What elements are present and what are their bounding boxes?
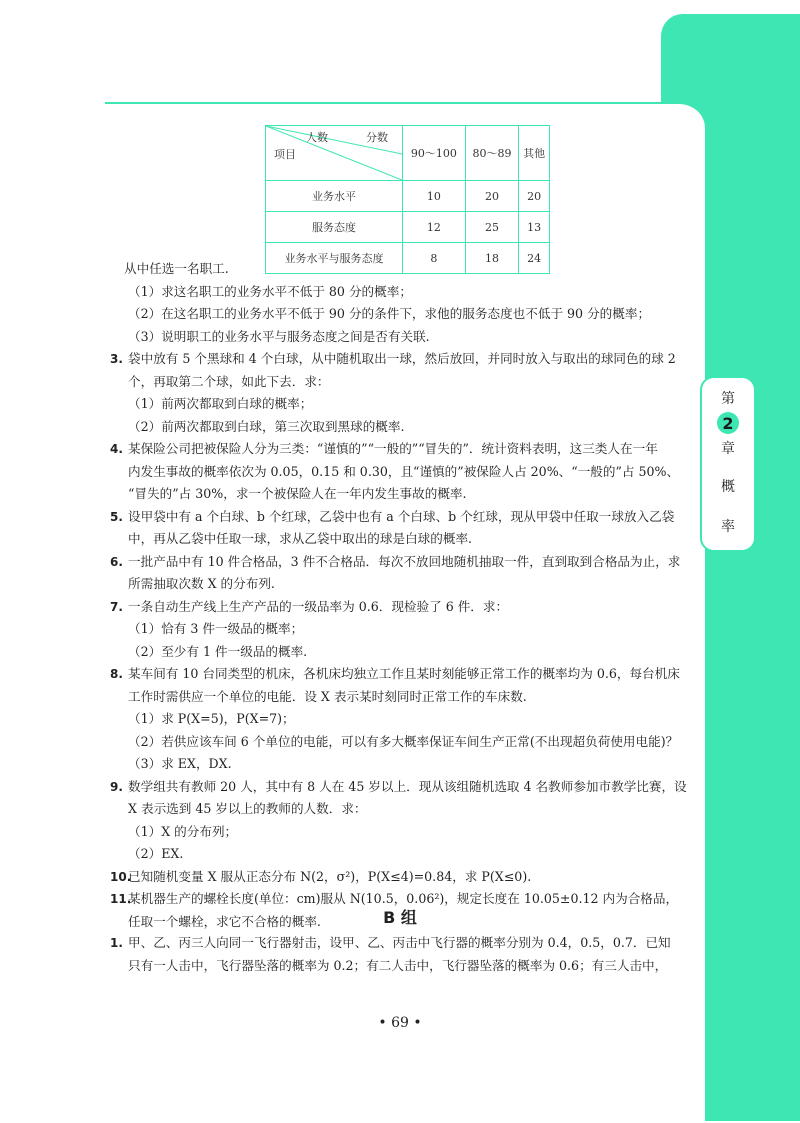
question-number: 4.	[110, 442, 123, 456]
questions-container	[110, 348, 695, 933]
question-line: 一批产品中有 10 件合格品，3 件不合格品．每次不放回地随机抽取一件，直到取到合格品为止，求	[128, 553, 681, 569]
column-header: 90～100	[403, 126, 466, 181]
question-intro: 从中任选一名职工.	[124, 261, 229, 276]
table-cell: 13	[519, 212, 550, 243]
question-number: 8.	[110, 667, 123, 681]
section-b-content	[110, 932, 695, 977]
question-item	[110, 932, 695, 977]
sub-question: （2）在这名职工的业务水平不低于 90 分的条件下，求他的服务态度也不低于 90 分的概率；	[128, 306, 651, 321]
header-score-label: 分数	[366, 131, 388, 144]
question-body	[128, 438, 695, 506]
chapter-tab-label: 第	[721, 391, 735, 407]
table-cell: 12	[403, 212, 466, 243]
question-number: 3.	[110, 352, 123, 366]
table-row	[266, 181, 550, 212]
exercise-list	[110, 258, 695, 933]
question-line: 某保险公司把被保险人分为三类：“谨慎的”“一般的”“冒失的”．统计资料表明，这三类人在一年	[128, 441, 658, 456]
chapter-title-char: 概	[721, 479, 735, 495]
row-label: 服务态度	[266, 212, 403, 243]
question-line: 任取一个螺栓，求它不合格的概率.	[128, 913, 321, 929]
question-item	[110, 776, 695, 821]
question-number: 6.	[110, 554, 123, 569]
question-item	[110, 866, 695, 889]
table-cell: 24	[519, 243, 550, 274]
question-body	[128, 596, 695, 619]
table-cell: 20	[465, 181, 518, 212]
chapter-title-char: 率	[721, 519, 735, 535]
question-body	[128, 866, 695, 889]
question-line: “冒失的”占 30%，求一个被保险人在一年内发生事故的概率.	[128, 486, 467, 501]
question-number: 5.	[110, 509, 123, 524]
table-row	[266, 212, 550, 243]
sub-question: （1）X 的分布列；	[128, 823, 238, 839]
page-number: • 69 •	[378, 1015, 422, 1031]
header-count-label: 人数	[306, 131, 328, 144]
question-line: 设甲袋中有 a 个白球、b 个红球，乙袋中也有 a 个白球、b 个红球，现从甲袋中任取一球放入乙袋	[128, 508, 675, 524]
question-line: 只有一人击中，飞行器坠落的概率为 0.2；有二人击中，飞行器坠落的概率为 0.6；有三人击中，	[128, 957, 668, 973]
question-item	[110, 596, 695, 619]
sub-question: （1）恰有 3 件一级品的概率；	[128, 621, 304, 636]
question-line: 数学组共有教师 20 人，其中有 8 人在 45 岁以上．现从该组随机选取 4 名教师参加市教学比赛，设	[128, 778, 687, 794]
question-line: 甲、乙、丙三人向同一飞行器射击，设甲、乙、丙击中飞行器的概率分别为 0.4，0.5，0.7．已知	[128, 935, 671, 950]
question-line: 袋中放有 5 个黑球和 4 个白球，从中随机取出一球，然后放回，并同时放入与取出的球同色的球 2	[128, 351, 676, 366]
table-cell: 20	[519, 181, 550, 212]
question-number: 1.	[110, 936, 123, 950]
question-body	[128, 932, 695, 977]
sub-question: （2）至少有 1 件一级品的概率.	[128, 643, 308, 659]
question-number: 7.	[110, 599, 123, 614]
question-line: 一条自动生产线上生产产品的一级品率为 0.6．现检验了 6 件．求：	[128, 598, 509, 614]
table-cell: 8	[403, 243, 466, 274]
question-number: 11.	[110, 892, 132, 906]
header-item-label: 项目	[274, 148, 296, 161]
row-label: 业务水平	[266, 181, 403, 212]
sub-question: （2）前两次都取到白球，第三次取到黑球的概率.	[128, 418, 405, 434]
chapter-tab[interactable]	[700, 376, 756, 552]
question-line: 所需抽取次数 X 的分布列.	[128, 576, 275, 591]
question-item	[110, 348, 695, 393]
table-cell: 10	[403, 181, 466, 212]
table-header-row	[266, 126, 550, 181]
question-line: 中，再从乙袋中任取一球，求从乙袋中取出的球是白球的概率.	[128, 531, 473, 546]
question-number: 9.	[110, 779, 123, 794]
chapter-tab-label: 章	[721, 441, 735, 457]
column-header: 80～89	[465, 126, 518, 181]
question-line: 内发生事故的概率依次为 0.05，0.15 和 0.30，且“谨慎的”被保险人占 20%、“一般的”占 50%、	[128, 463, 680, 479]
question-body	[128, 663, 695, 708]
sub-question: （3）求 EX，DX.	[128, 756, 232, 771]
question-line: 工作时需供应一个单位的电能．设 X 表示某时刻同时正常工作的车床数.	[128, 688, 527, 704]
question-body	[128, 551, 695, 596]
sub-question: （1）前两次都取到白球的概率；	[128, 396, 313, 411]
question-line: 某机器生产的螺栓长度(单位：cm)服从 N(10.5，0.06²)，规定长度在 10.05±0.12 内为合格品，	[128, 891, 679, 906]
question-item	[110, 438, 695, 506]
question-line: X 表示选到 45 岁以上的教师的人数．求：	[128, 801, 367, 816]
question-line: 某车间有 10 台同类型的机床，各机床均独立工作且某时刻能够正常工作的概率均为 0.6，每台机床	[128, 666, 680, 681]
score-table	[265, 125, 550, 274]
question-number: 10.	[110, 869, 132, 884]
sub-question: （1）求这名职工的业务水平不低于 80 分的概率；	[128, 283, 412, 299]
sub-question: （3）说明职工的业务水平与服务态度之间是否有关联.	[128, 328, 430, 344]
question-body	[128, 348, 695, 393]
question-line: 已知随机变量 X 服从正态分布 N(2，σ²)，P(X≤4)=0.84，求 P(X≤0).	[128, 868, 532, 884]
row-label: 业务水平与服务态度	[266, 243, 403, 274]
table-cell: 25	[465, 212, 518, 243]
question-item	[110, 663, 695, 708]
sub-question: （2）若供应该车间 6 个单位的电能，可以有多大概率保证车间生产正常(不出现超负荷使用电能)？	[128, 733, 679, 749]
column-header: 其他	[519, 126, 550, 181]
sub-question: （1）求 P(X=5)，P(X=7)；	[128, 711, 295, 726]
sub-question: （2）EX.	[128, 846, 184, 861]
chapter-number-badge: 2	[717, 412, 739, 434]
question-line: 个，再取第二个球，如此下去．求：	[128, 373, 330, 389]
table-cell: 18	[465, 243, 518, 274]
table-diagonal-header	[266, 126, 403, 181]
question-body	[128, 776, 695, 821]
question-item	[110, 551, 695, 596]
question-body	[128, 506, 695, 551]
header-rule	[105, 102, 661, 104]
question-item	[110, 506, 695, 551]
section-b-title: B 组	[383, 908, 417, 927]
